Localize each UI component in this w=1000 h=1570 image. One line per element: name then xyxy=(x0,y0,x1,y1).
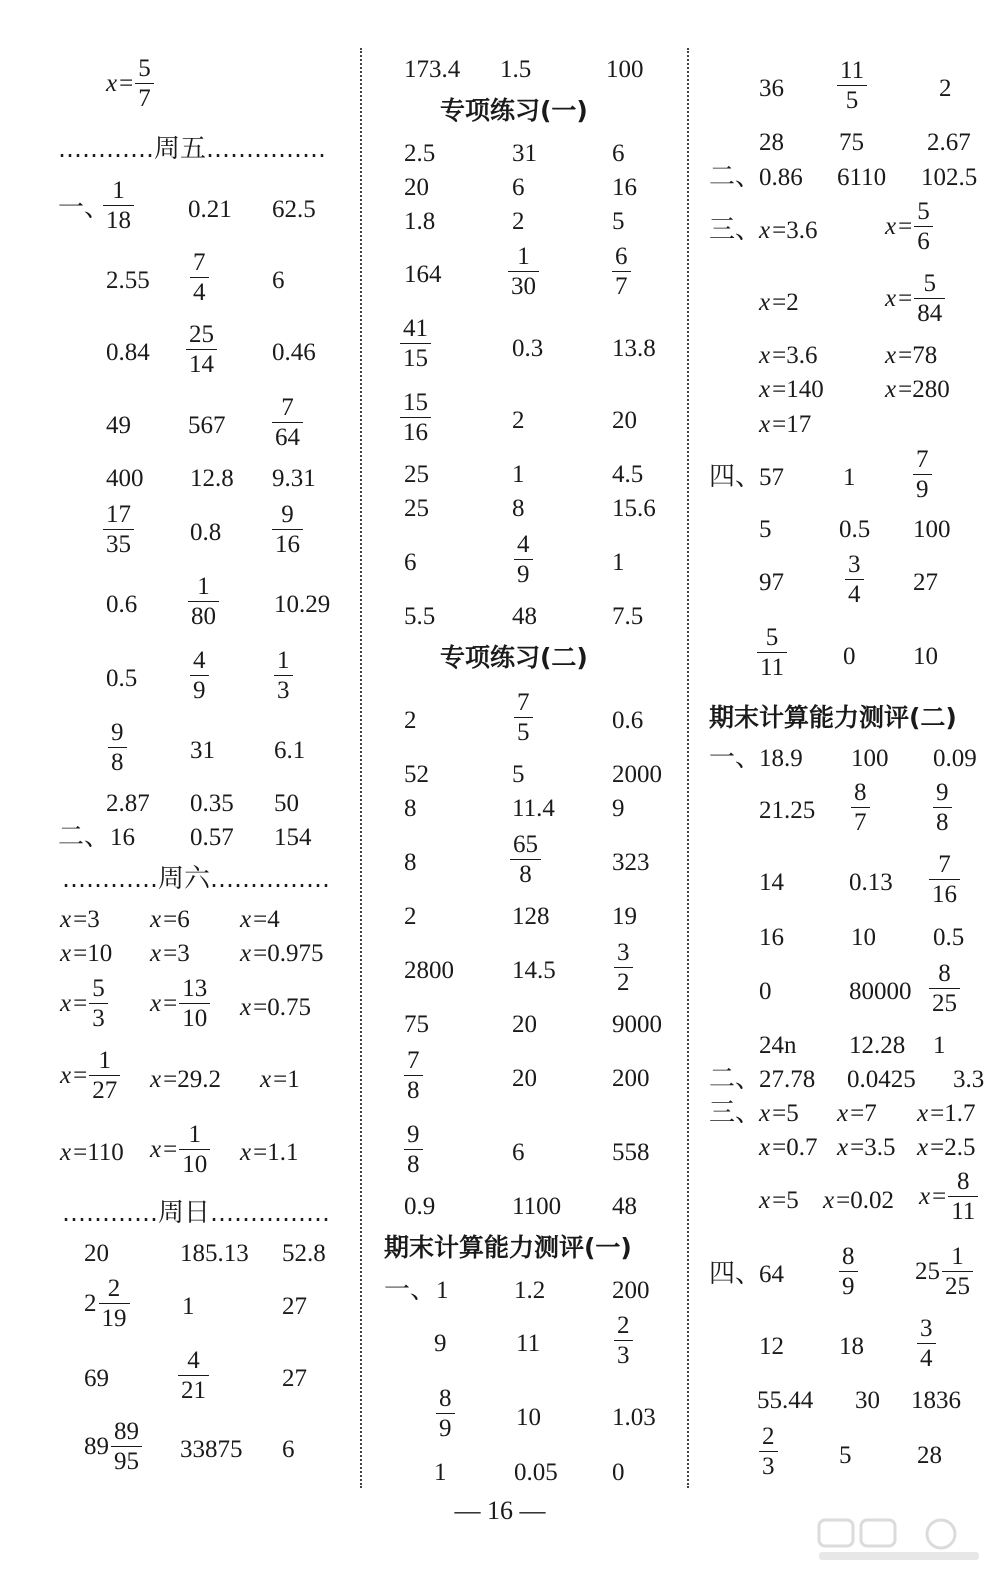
answer-value: 20 xyxy=(512,1011,537,1038)
answer-value: 24n xyxy=(759,1032,797,1059)
equation-answer: x = 13 10 xyxy=(150,976,210,1031)
answer-value: 0.13 xyxy=(849,869,893,896)
fraction: 41 15 xyxy=(400,316,431,371)
answer-value: 12.28 xyxy=(849,1032,906,1059)
page-number: — 16 — xyxy=(454,1496,546,1525)
equation-answer: x = 5 7 xyxy=(106,56,154,111)
fraction: 13 10 xyxy=(179,976,210,1031)
answer-value: 27 xyxy=(913,569,938,596)
answer-value: 18.9 xyxy=(759,745,803,772)
answer-value: 0.21 xyxy=(188,196,232,223)
answer-value: 2.5 xyxy=(404,140,436,167)
fraction: 4 9 xyxy=(190,648,209,703)
answer-value: 2 xyxy=(512,407,525,434)
answer-value: 0.5 xyxy=(839,516,871,543)
fraction: 1 18 xyxy=(103,178,134,233)
fraction: 7 64 xyxy=(272,395,303,450)
equation-answer: x =3 xyxy=(60,907,100,932)
fraction: 4 9 xyxy=(514,532,533,587)
answer-value: 558 xyxy=(612,1139,650,1166)
answer-value: 173.4 xyxy=(404,56,461,83)
answer-value: 2 xyxy=(404,707,417,734)
answer-value: 10 xyxy=(516,1404,541,1431)
fraction: 2 3 xyxy=(759,1424,778,1479)
section-marker: 二、 xyxy=(709,1064,762,1094)
equation-answer: x =5 xyxy=(759,1188,799,1213)
answer-value: 25 xyxy=(404,461,429,488)
answer-value: 69 xyxy=(84,1365,109,1392)
fraction: 7 8 xyxy=(404,1048,423,1103)
answer-value: 154 xyxy=(274,824,312,851)
answer-value: 28 xyxy=(917,1442,942,1469)
fraction: 17 35 xyxy=(103,502,134,557)
answer-value: 1 xyxy=(182,1293,195,1320)
answer-value: 27 xyxy=(282,1365,307,1392)
equation-answer: x =1.7 xyxy=(917,1101,975,1126)
answer-value: 52.8 xyxy=(282,1240,326,1267)
answer-value: 9000 xyxy=(612,1011,662,1038)
answer-value: 0.46 xyxy=(272,339,316,366)
answer-value: 400 xyxy=(106,465,144,492)
answer-value: 31 xyxy=(512,140,537,167)
section-header-sunday: …………周日…………… xyxy=(62,1198,331,1228)
answer-value: 19 xyxy=(612,903,637,930)
section-header-saturday: …………周六…………… xyxy=(62,864,331,894)
answer-value: 16 xyxy=(759,924,784,951)
answer-value: 14.5 xyxy=(512,957,556,984)
answer-value: 10 xyxy=(851,924,876,951)
answer-value: 1100 xyxy=(512,1193,562,1220)
section-title: 周日 xyxy=(158,1198,211,1228)
answer-value: 0.5 xyxy=(933,924,965,951)
fraction: 6 7 xyxy=(612,244,631,299)
answer-value: 185.13 xyxy=(180,1240,249,1267)
equation-answer: x = 5 3 xyxy=(60,976,108,1031)
equation-answer: x =6 xyxy=(150,907,190,932)
fraction: 5 3 xyxy=(89,976,108,1031)
answer-value: 80000 xyxy=(849,978,912,1005)
fraction: 4 21 xyxy=(178,1348,209,1403)
answer-value: 27 xyxy=(282,1293,307,1320)
answer-value: 12.8 xyxy=(190,465,234,492)
answer-value: 6110 xyxy=(837,164,887,191)
answer-value: 55.44 xyxy=(757,1387,814,1414)
answer-value: 4.5 xyxy=(612,461,644,488)
answer-value: 0.09 xyxy=(933,745,977,772)
answer-value: 0 xyxy=(759,978,772,1005)
answer-value: 100 xyxy=(606,56,644,83)
section-marker: 二、 xyxy=(709,162,762,192)
answer-value: 128 xyxy=(512,903,550,930)
answer-value: 0.8 xyxy=(190,519,222,546)
fraction: 15 16 xyxy=(400,390,431,445)
answer-value: 0.0425 xyxy=(847,1066,916,1093)
section-marker: 二、 xyxy=(58,822,111,852)
equation-answer: x =29.2 xyxy=(150,1067,221,1092)
answer-value: 323 xyxy=(612,849,650,876)
answer-value: 0.57 xyxy=(190,824,234,851)
fraction: 11 5 xyxy=(837,58,867,113)
section-title: 周五 xyxy=(154,134,207,164)
mixed-number: 25 1 25 xyxy=(915,1244,973,1299)
answer-value: 25 xyxy=(404,495,429,522)
answer-value: 28 xyxy=(759,129,784,156)
fraction: 65 8 xyxy=(510,832,541,887)
section-title: 期末计算能力测评(一) xyxy=(384,1233,632,1262)
answer-value: 6.1 xyxy=(274,737,306,764)
answer-value: 100 xyxy=(913,516,951,543)
mixed-number: 89 89 95 xyxy=(84,1419,142,1474)
section-header-friday: …………周五…………… xyxy=(58,134,327,164)
fraction: 8 7 xyxy=(851,780,870,835)
answer-value: 2.67 xyxy=(927,129,971,156)
equation-answer: x =3.5 xyxy=(837,1135,895,1160)
answer-value: 11.4 xyxy=(512,795,555,822)
answer-value: 33875 xyxy=(180,1436,243,1463)
answer-value: 0.9 xyxy=(404,1193,436,1220)
answer-value: 2800 xyxy=(404,957,454,984)
answer-value: 9 xyxy=(612,795,625,822)
answer-value: 5.5 xyxy=(404,603,436,630)
equation-answer: x =280 xyxy=(885,377,950,402)
fraction: 9 8 xyxy=(404,1122,423,1177)
fraction: 5 7 xyxy=(135,56,154,111)
answer-value: 75 xyxy=(839,129,864,156)
answer-value: 10 xyxy=(913,643,938,670)
answer-value: 6 xyxy=(512,1139,525,1166)
answer-value: 27.78 xyxy=(759,1066,816,1093)
fraction: 3 2 xyxy=(614,940,633,995)
fraction: 7 16 xyxy=(929,852,960,907)
equation-answer: x = 1 27 xyxy=(60,1048,120,1103)
answer-value: 200 xyxy=(612,1065,650,1092)
watermark-logo xyxy=(815,1516,990,1564)
fraction: 1 10 xyxy=(179,1122,210,1177)
equation-answer: x =0.7 xyxy=(759,1135,817,1160)
answer-value: 567 xyxy=(188,412,226,439)
answer-value: 1 xyxy=(612,549,625,576)
fraction: 2 19 xyxy=(99,1276,130,1331)
answer-value: 1.2 xyxy=(514,1277,546,1304)
equation-answer: x =3.6 xyxy=(759,343,817,368)
fraction: 9 8 xyxy=(933,780,952,835)
fraction: 2 3 xyxy=(614,1313,633,1368)
equation-answer: x = 5 84 xyxy=(885,271,945,326)
answer-value: 20 xyxy=(84,1240,109,1267)
fraction: 5 6 xyxy=(914,199,933,254)
answer-value: 7.5 xyxy=(612,603,644,630)
section-marker: 一、 xyxy=(58,193,111,223)
answer-value: 1.5 xyxy=(500,56,532,83)
answer-value: 57 xyxy=(759,464,784,491)
answer-value: 0.35 xyxy=(190,790,234,817)
answer-value: 6 xyxy=(512,174,525,201)
answer-value: 0.86 xyxy=(759,164,803,191)
answer-value: 52 xyxy=(404,761,429,788)
fraction: 1 3 xyxy=(274,648,293,703)
equation-answer: x =0.75 xyxy=(240,995,311,1020)
answer-value: 9 xyxy=(434,1330,447,1357)
answer-value: 5 xyxy=(512,761,525,788)
answer-value: 16 xyxy=(612,174,637,201)
answer-value: 1 xyxy=(434,1459,447,1486)
answer-value: 5 xyxy=(759,516,772,543)
answer-value: 100 xyxy=(851,745,889,772)
answer-value: 48 xyxy=(612,1193,637,1220)
answer-value: 36 xyxy=(759,75,784,102)
fraction: 1 27 xyxy=(89,1048,120,1103)
section-marker: 一、 xyxy=(709,743,762,773)
answer-value: 5 xyxy=(612,208,625,235)
equation-answer: x =2.5 xyxy=(917,1135,975,1160)
answer-value: 6 xyxy=(404,549,417,576)
fraction: 25 14 xyxy=(186,322,217,377)
fraction: 3 4 xyxy=(845,552,864,607)
equation-answer: x =10 xyxy=(60,941,112,966)
answer-value: 62.5 xyxy=(272,196,316,223)
answer-value: 102.5 xyxy=(921,164,978,191)
answer-value: 14 xyxy=(759,869,784,896)
answer-value: 0 xyxy=(612,1459,625,1486)
fraction: 1 30 xyxy=(508,244,539,299)
section-marker: 四、 xyxy=(709,1259,762,1289)
fraction: 1 80 xyxy=(188,574,219,629)
answer-value: 20 xyxy=(512,1065,537,1092)
equation-answer: x =0.02 xyxy=(823,1188,894,1213)
answer-value: 10.29 xyxy=(274,591,331,618)
answer-value: 20 xyxy=(612,407,637,434)
fraction: 9 16 xyxy=(272,502,303,557)
answer-value: 75 xyxy=(404,1011,429,1038)
answer-value: 2000 xyxy=(612,761,662,788)
answer-value: 0.6 xyxy=(106,591,138,618)
answer-value: 5 xyxy=(839,1442,852,1469)
answer-value: 2 xyxy=(404,903,417,930)
answer-value: 97 xyxy=(759,569,784,596)
equation-answer: x =3 xyxy=(150,941,190,966)
answer-column-2 xyxy=(362,0,687,1570)
answer-value: 12 xyxy=(759,1333,784,1360)
section-title: 专项练习(一) xyxy=(440,96,588,125)
equation-answer: x =0.975 xyxy=(240,941,323,966)
answer-value: 11 xyxy=(516,1330,541,1357)
section-marker: 一、 xyxy=(384,1275,437,1305)
equation-answer: x =5 xyxy=(759,1101,799,1126)
answer-value: 13.8 xyxy=(612,335,656,362)
answer-value: 0.6 xyxy=(612,707,644,734)
answer-value: 1836 xyxy=(911,1387,961,1414)
answer-value: 50 xyxy=(274,790,299,817)
answer-value: 2.55 xyxy=(106,267,150,294)
answer-value: 49 xyxy=(106,412,131,439)
answer-value: 16 xyxy=(110,824,135,851)
answer-value: 3.3 xyxy=(953,1066,985,1093)
answer-value: 1 xyxy=(512,461,525,488)
answer-value: 8 xyxy=(404,849,417,876)
answer-value: 1 xyxy=(933,1032,946,1059)
answer-value: 8 xyxy=(512,495,525,522)
answer-value: 0 xyxy=(843,643,856,670)
answer-value: 2 xyxy=(939,75,952,102)
fraction: 7 4 xyxy=(190,250,209,305)
section-title: 周六 xyxy=(158,864,211,894)
equation-answer: x =110 xyxy=(60,1140,124,1165)
section-title: 专项练习(二) xyxy=(440,643,588,672)
section-marker: 四、 xyxy=(709,462,762,492)
answer-value: 1.03 xyxy=(612,1404,656,1431)
equation-answer: x =1.1 xyxy=(240,1140,298,1165)
answer-value: 9.31 xyxy=(272,465,316,492)
section-title: 期末计算能力测评(二) xyxy=(709,703,957,732)
answer-value: 21.25 xyxy=(759,797,816,824)
answer-value: 48 xyxy=(512,603,537,630)
section-marker: 三、 xyxy=(709,215,762,245)
answer-value: 2.87 xyxy=(106,790,150,817)
fraction: 5 11 xyxy=(757,625,787,680)
answer-value: 164 xyxy=(404,261,442,288)
answer-value: 0.84 xyxy=(106,339,150,366)
equation-answer: x =4 xyxy=(240,907,280,932)
mixed-number: 2 2 19 xyxy=(84,1276,130,1331)
answer-value: 31 xyxy=(190,737,215,764)
equation-answer: x =7 xyxy=(837,1101,877,1126)
answer-value: 20 xyxy=(404,174,429,201)
fraction: 8 25 xyxy=(929,961,960,1016)
answer-value: 15.6 xyxy=(612,495,656,522)
answer-value: 0.3 xyxy=(512,335,544,362)
section-marker: 三、 xyxy=(709,1098,762,1128)
equation-answer: x =3.6 xyxy=(759,218,817,243)
answer-value: 1 xyxy=(843,464,856,491)
equation-answer: x = 1 10 xyxy=(150,1122,210,1177)
equation-answer: x =140 xyxy=(759,377,824,402)
answer-value: 1.8 xyxy=(404,208,436,235)
equation-answer: x =78 xyxy=(885,343,937,368)
answer-value: 18 xyxy=(839,1333,864,1360)
fraction: 5 84 xyxy=(914,271,945,326)
fraction: 8 11 xyxy=(948,1169,978,1224)
fraction: 9 8 xyxy=(108,720,127,775)
fraction: 7 5 xyxy=(514,690,533,745)
answer-value: 6 xyxy=(272,267,285,294)
equation-answer: x =2 xyxy=(759,290,799,315)
fraction: 8 9 xyxy=(839,1244,858,1299)
answer-value: 64 xyxy=(759,1261,784,1288)
answer-value: 0.5 xyxy=(106,665,138,692)
answer-value: 2 xyxy=(512,208,525,235)
equation-answer: x = 5 6 xyxy=(885,199,933,254)
answer-column-1 xyxy=(0,0,360,1570)
fraction: 89 95 xyxy=(111,1419,142,1474)
fraction: 7 9 xyxy=(913,447,932,502)
equation-answer: x =17 xyxy=(759,412,811,437)
answer-value: 1 xyxy=(436,1277,449,1304)
answer-value: 8 xyxy=(404,795,417,822)
fraction: 1 25 xyxy=(942,1244,973,1299)
fraction: 8 9 xyxy=(436,1386,455,1441)
equation-answer: x =1 xyxy=(260,1067,300,1092)
equation-answer: x = 8 11 xyxy=(919,1169,978,1224)
answer-value: 200 xyxy=(612,1277,650,1304)
answer-value: 6 xyxy=(612,140,625,167)
answer-value: 0.05 xyxy=(514,1459,558,1486)
fraction: 3 4 xyxy=(917,1316,936,1371)
answer-value: 30 xyxy=(855,1387,880,1414)
answer-value: 6 xyxy=(282,1436,295,1463)
answer-column-3 xyxy=(689,0,1000,1570)
